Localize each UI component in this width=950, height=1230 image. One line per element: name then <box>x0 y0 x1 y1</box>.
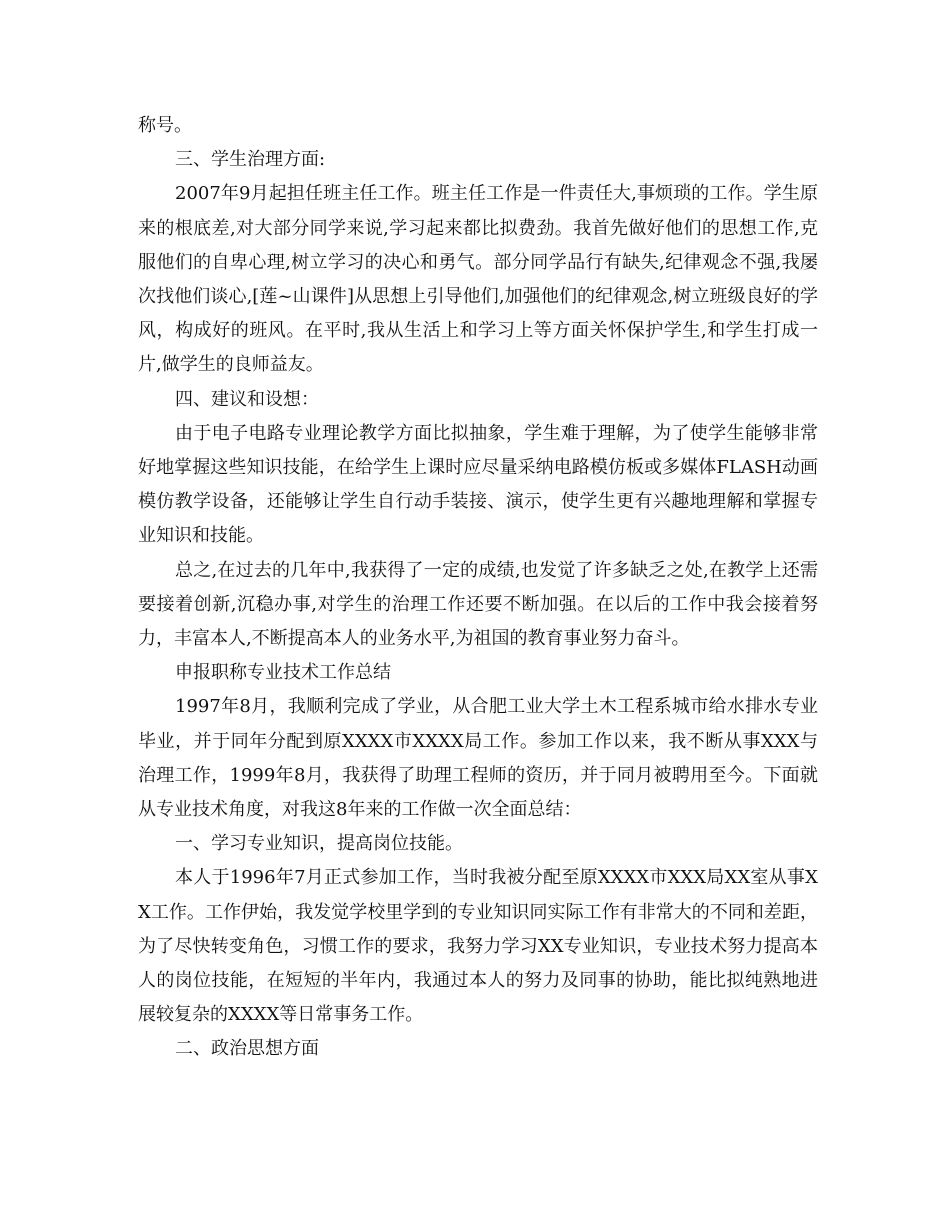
section-heading-learning: 一、学习专业知识，提高岗位技能。 <box>175 833 463 855</box>
paragraph-learning: 本人于1996年7月正式参加工作，当时我被分配至原XXXX市XXX局XX室从事XX工作。工作伊始，我发觉学校里学到的专业知识同实际工作有非常大的不同和差距，为了尽快转变角色，习惯工作的要求，我努力学习XX专业知识，专业技术努力提高本人的岗位技能，在短短的半年内，我通过本人的努力及同事的协助，能比拟纯熟地进展较复杂的XXXX等日常事务工作。 <box>138 867 818 1026</box>
paragraph-class-teacher: 2007年9月起担任班主任工作。班主任工作是一件责任大,事烦琐的工作。学生原来的根底差,对大部分同学来说,学习起来都比拟费劲。我首先做好他们的思想工作,克服他们的自卑心理,树立学习的决心和勇气。部分同学品行有缺失,纪律观念不强,我屡次找他们谈心,[莲~山课件]从思想上引导他们,加强他们的纪律观念,树立班级良好的学风，构成好的班风。在平时,我从生活上和学习上等方面关怀保护学生,和学生打成一片,做学生的良师益友。 <box>138 183 818 376</box>
section-heading-suggestions: 四、建议和设想： <box>175 388 319 410</box>
paragraph-suggestions: 由于电子电路专业理论教学方面比拟抽象，学生难于理解，为了使学生能够非常好地掌握这些知识技能，在给学生上课时应尽量采纳电路模仿板或多媒体FLASH动画模仿教学设备，还能够让学生自行动手装接、演示，使学生更有兴趣地理解和掌握专业知识和技能。 <box>138 422 818 547</box>
document-subtitle: 申报职称专业技术工作总结 <box>175 662 391 684</box>
section-heading-political: 二、政治思想方面 <box>175 1038 319 1060</box>
paragraph-continuation: 称号。 <box>138 115 192 136</box>
paragraph-career-intro: 1997年8月，我顺利完成了学业，从合肥工业大学土木工程系城市给水排水专业毕业，并于同年分配到原XXXX市XXXX局工作。参加工作以来，我不断从事XXX与治理工作，1999年8月，我获得了助理工程师的资历，并于同月被聘用至今。下面就从专业技术角度，对我这8年来的工作做一次全面总结： <box>138 696 818 821</box>
document-body <box>138 109 818 1067</box>
paragraph-conclusion: 总之,在过去的几年中,我获得了一定的成绩,也发觉了许多缺乏之处,在教学上还需要接着创新,沉稳办事,对学生的治理工作还要不断加强。在以后的工作中我会接着努力，丰富本人,不断提高本人的业务水平,为祖国的教育事业努力奋斗。 <box>138 559 818 650</box>
section-heading-student-management: 三、学生治理方面: <box>175 149 326 171</box>
